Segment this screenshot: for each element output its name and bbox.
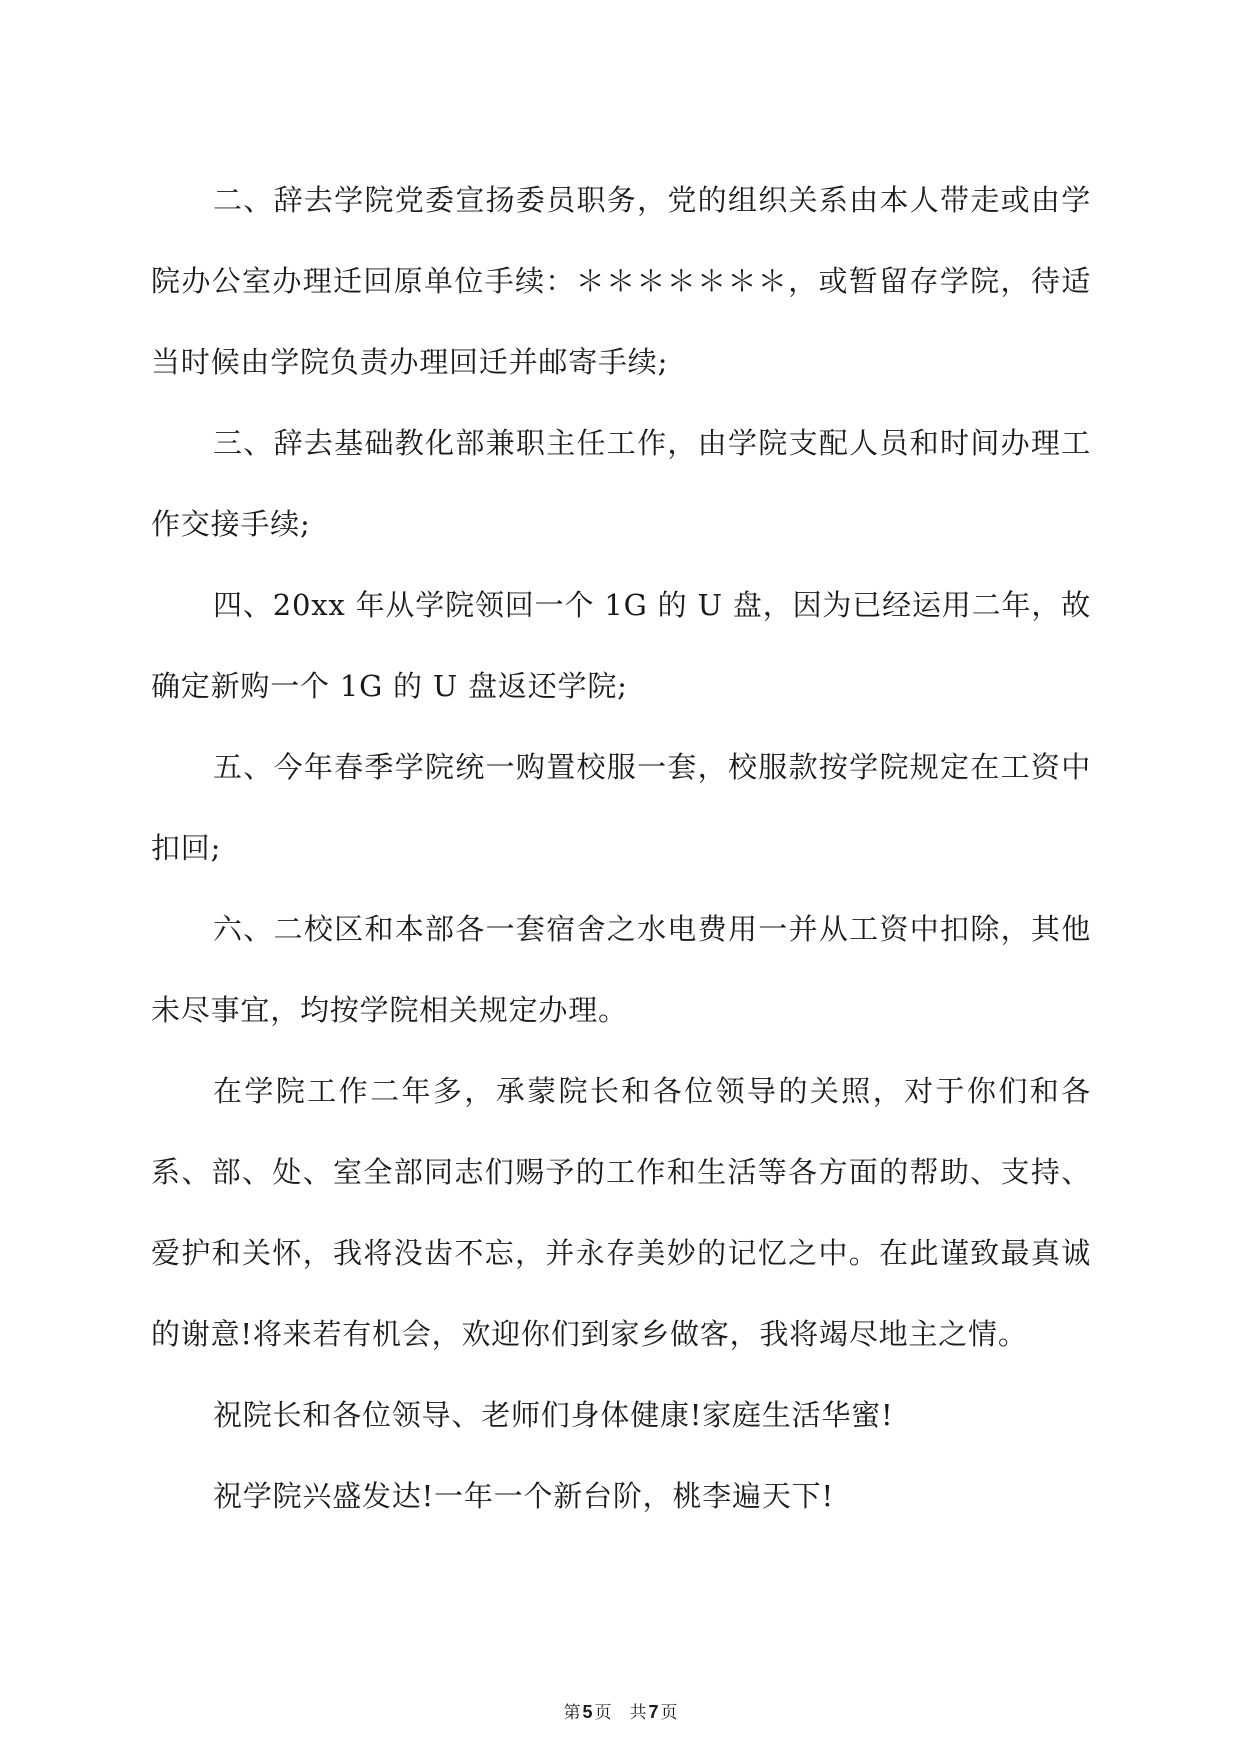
total-pages-number: 7: [648, 1702, 659, 1722]
document-body: [151, 160, 1091, 1537]
footer-total-prefix: 共: [629, 1703, 647, 1723]
footer-prefix: 第: [563, 1703, 581, 1723]
footer-total-label: 页: [660, 1703, 678, 1723]
paragraph-clause-6: 六、二校区和本部各一套宿舍之水电费用一并从工资中扣除，其他未尽事宜，均按学院相关规定办理。: [151, 912, 1091, 1027]
paragraph-wish-college: 祝学院兴盛发达!一年一个新台阶，桃李遍天下!: [213, 1479, 834, 1513]
footer-page-label: 页: [594, 1703, 612, 1723]
page-footer: [0, 1700, 1241, 1725]
paragraph-clause-5: 五、今年春季学院统一购置校服一套，校服款按学院规定在工资中扣回;: [151, 750, 1091, 865]
paragraph-clause-3: 三、辞去基础教化部兼职主任工作，由学院支配人员和时间办理工作交接手续;: [151, 426, 1091, 541]
paragraph-clause-2: 二、辞去学院党委宣扬委员职务，党的组织关系由本人带走或由学院办公室办理迁回原单位手续：＊＊＊＊＊＊＊，或暂留存学院，待适当时候由学院负责办理回迁并邮寄手续;: [151, 183, 1091, 379]
current-page-number: 5: [582, 1702, 593, 1722]
paragraph-thanks: 在学院工作二年多，承蒙院长和各位领导的关照，对于你们和各系、部、处、室全部同志们赐予的工作和生活等各方面的帮助、支持、爱护和关怀，我将没齿不忘，并永存美妙的记忆之中。在此谨致最真诚的谢意!将来若有机会，欢迎你们到家乡做客，我将竭尽地主之情。: [151, 1074, 1091, 1351]
paragraph-wish-leaders: 祝院长和各位领导、老师们身体健康!家庭生活华蜜!: [213, 1398, 894, 1432]
paragraph-clause-4: 四、20xx 年从学院领回一个 1G 的 U 盘，因为已经运用二年，故确定新购一个 1G 的 U 盘返还学院;: [151, 588, 1091, 703]
